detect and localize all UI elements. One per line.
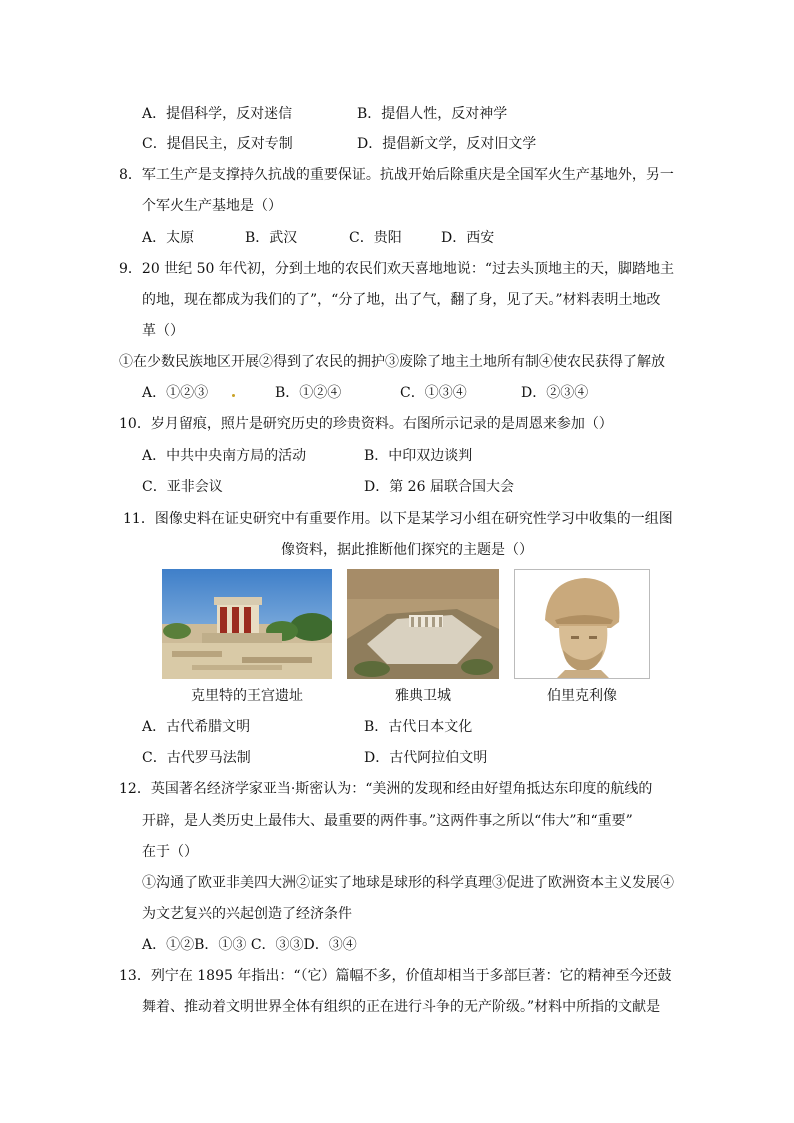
q10-stem: 10．岁月留痕，照片是研究历史的珍贵资料。右图所示记录的是周恩来参加（） [119,416,613,432]
q10-option-c: C．亚非会议 [142,479,223,495]
q7-option-d: D．提倡新文学，反对旧文学 [357,136,537,152]
q11-option-c: C．古代罗马法制 [142,750,251,766]
q8-option-d: D．西安 [441,230,495,246]
q11-stem-line-2: 像资料，据此推断他们探究的主题是（） [281,542,533,558]
q9-option-a: A．①②③ [142,385,209,401]
q7-option-a: A．提倡科学，反对迷信 [142,106,293,122]
q11-option-d: D．古代阿拉伯文明 [364,750,488,766]
q9-option-b: B．①②④ [275,385,342,401]
q9-option-c: C．①③④ [400,385,467,401]
caption-knossos: 克里特的王宫遗址 [191,688,303,704]
q10-option-b: B．中印双边谈判 [364,448,473,464]
q9-stem-line-1: 9．20 世纪 50 年代初，分到土地的农民们欢天喜地地说：“过去头顶地主的天，脚踏地主 [119,261,675,277]
q11-option-a: A．古代希腊文明 [142,719,251,735]
q9-stem-line-2: 的地，现在都成为我们的了”，“分了地，出了气，翻了身，见了天。”材料表明土地改 [142,292,661,308]
q7-option-c: C．提倡民主，反对专制 [142,136,293,152]
q11-option-b: B．古代日本文化 [364,719,473,735]
stray-dot [232,394,235,397]
caption-acropolis: 雅典卫城 [395,688,451,704]
q11-stem-line-1: 11．图像史料在证史研究中有重要作用。以下是某学习小组在研究性学习中收集的一组图 [123,511,673,527]
q7-option-b: B．提倡人性，反对神学 [357,106,508,122]
q13-stem-line-1: 13．列宁在 1895 年指出：“（它）篇幅不多，价值却相当于多部巨著：它的精神至今还鼓 [119,968,672,984]
caption-pericles: 伯里克利像 [547,688,617,704]
q8-option-b: B．武汉 [245,230,298,246]
q13-stem-line-2: 舞着、推动着文明世界全体有组织的正在进行斗争的无产阶级。”材料中所指的文献是 [142,999,661,1015]
q9-stem-line-3: 革（） [142,323,184,339]
q8-stem-line-2: 个军火生产基地是（） [142,198,282,214]
q10-option-d: D．第 26 届联合国大会 [364,479,514,495]
knossos-palace-photo [162,569,332,679]
q12-stem-line-3: 在于（） [142,844,198,860]
q12-statements-line-2: 为文艺复兴的兴起创造了经济条件 [142,906,352,922]
q12-stem-line-1: 12．英国著名经济学家亚当·斯密认为：“美洲的发现和经由好望角抵达东印度的航线的 [119,781,653,797]
q10-option-a: A．中共中央南方局的活动 [142,448,307,464]
q12-stem-line-2: 开辟，是人类历史上最伟大、最重要的两件事。”这两件事之所以“伟大”和“重要” [142,813,633,829]
q9-statements: ①在少数民族地区开展②得到了农民的拥护③废除了地主土地所有制④使农民获得了解放 [119,354,665,370]
q12-options: A．①②B．①③ C．③③D．③④ [142,937,357,953]
q8-option-c: C．贵阳 [349,230,402,246]
q8-option-a: A．太原 [142,230,195,246]
q12-statements-line-1: ①沟通了欧亚非美四大洲②证实了地球是球形的科学真理③促进了欧洲资本主义发展④ [142,875,674,891]
q8-stem-line-1: 8．军工生产是支撑持久抗战的重要保证。抗战开始后除重庆是全国军火生产基地外，另一 [119,167,674,183]
acropolis-photo [347,569,499,679]
pericles-bust-photo [514,569,650,679]
q9-option-d: D．②③④ [521,385,589,401]
